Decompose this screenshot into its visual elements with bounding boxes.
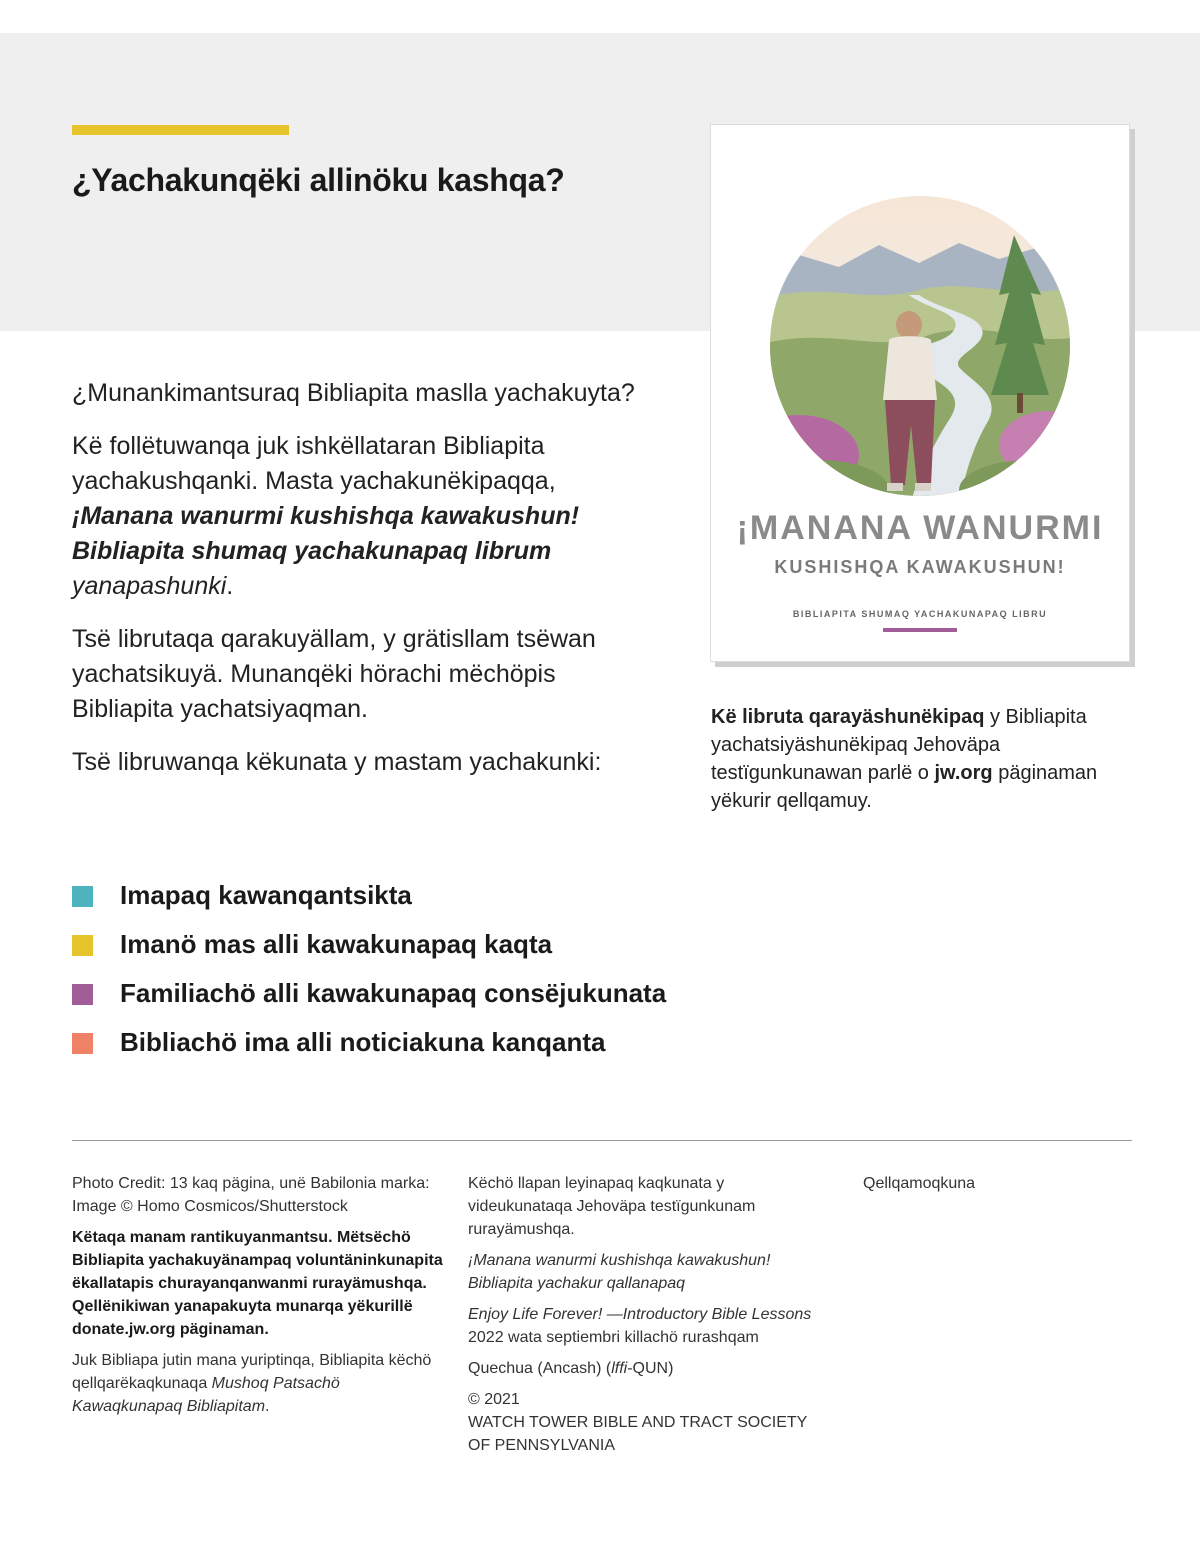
intro-book-paragraph: [72, 429, 652, 604]
footer-column-authors: [863, 1172, 1133, 1203]
bible-note-a: Juk Bibliapa jutin mana yuriptinqa, Bibliapita këchö qellqarëkaqkunaqa: [72, 1352, 432, 1392]
request-note-text: y Bibliapita yachatsiyäshunëkipaq Jehoväpa testïgunkunawan parlë o: [711, 706, 1087, 784]
footer-divider: [72, 1140, 1132, 1141]
intro-text-d: .: [226, 572, 234, 600]
intro-free-paragraph: Tsë librutaqa qarakuyällam, y grätisllam tsëwan yachatsikuyä. Munanqëki hörachi mëchöpis Bibliapita yachatsiyaqman.: [72, 625, 596, 723]
book-title: ¡Manana wanurmi kushishqa kawakushun! Bibliapita shumaq yachakunapaq librum: [72, 502, 580, 565]
photo-credit: Photo Credit: 13 kaq pägina, unë Babilonia marka: Image © Homo Cosmicos/Shutterstock: [72, 1175, 430, 1215]
topic-text: Familiachö alli kawakunapaq consëjukunata: [120, 978, 667, 1008]
bible-translation-note: [72, 1349, 444, 1418]
topics-list: [72, 878, 672, 1074]
intro-text: [72, 376, 652, 798]
intro-question: ¿Munankimantsuraq Bibliapita maslla yachakuyta?: [72, 379, 635, 407]
topic-text: Bibliachö ima alli noticiakuna kanqanta: [120, 1027, 606, 1057]
cover-title: ¡MANANA WANURMI: [736, 509, 1104, 547]
copyright-year: © 2021: [468, 1391, 520, 1408]
publication-title-block: [468, 1303, 828, 1349]
intro-list-lead: Tsë libruwanqa këkunata y mastam yachakunki:: [72, 748, 602, 776]
intro-text-a: Kë follëtuwanqa juk ishkëllataran Bibliapita yachakushqanki. Masta yachakunëkipaqqa,: [72, 432, 556, 495]
list-item: [72, 976, 672, 1010]
square-bullet-icon: [72, 984, 93, 1005]
publication-title-en: Enjoy Life Forever! —Introductory Bible Lessons: [468, 1306, 812, 1323]
publisher-note: Këchö llapan leyinapaq kaqkunata y videukunataqa Jehoväpa testïgunkunam rurayämushqa.: [468, 1175, 756, 1238]
donation-note: Këtaqa manam rantikuyanmantsu. Mëtsëchö Bibliapita yachakuyänampaq voluntäninkunapita ëkallatapis churayanqanwanmi rurayämushqa. Qellënikiwan yanapakuyta munarqa yëkurillë donate.jw.org päginaman.: [72, 1229, 443, 1338]
list-item: [72, 878, 672, 912]
copyright-block: [468, 1388, 828, 1457]
cover-subtitle: KUSHISHQA KAWAKUSHUN!: [774, 557, 1066, 577]
language-code: lffi: [611, 1360, 628, 1377]
jw-org-link[interactable]: jw.org: [934, 762, 993, 784]
square-bullet-icon: [72, 886, 93, 907]
language-name: Quechua (Ancash) (: [468, 1360, 612, 1377]
topic-text: Imanö mas alli kawakunapaq kaqta: [120, 929, 553, 959]
request-note-bold: Kë libruta qarayäshunëkipaq: [711, 706, 985, 728]
man-walking-path-illustration: [759, 185, 1081, 507]
cover-accent-line: [883, 628, 957, 632]
cover-caption: BIBLIAPITA SHUMAQ YACHAKUNAPAQ LIBRU: [792, 609, 1048, 619]
square-bullet-icon: [72, 935, 93, 956]
page-title: ¿Yachakunqëki allinöku kashqa?: [72, 162, 565, 198]
book-cover: [710, 124, 1130, 662]
topic-text: Imapaq kawanqantsikta: [120, 880, 412, 910]
language-code-suffix: -QUN): [627, 1360, 674, 1377]
authors-label: Qellqamoqkuna: [863, 1175, 976, 1192]
square-bullet-icon: [72, 1033, 93, 1054]
intro-text-c: yanapashunki: [72, 572, 227, 600]
language-line: [468, 1357, 828, 1380]
print-date: 2022 wata septiembri killachö rurashqam: [468, 1329, 759, 1346]
footer-column-credits: [72, 1172, 444, 1426]
publication-title-local: ¡Manana wanurmi kushishqa kawakushun! Bibliapita yachakur qallanapaq: [468, 1252, 771, 1292]
bible-note-c: .: [265, 1398, 270, 1415]
request-note-text-end: päginaman yëkurir qellqamuy.: [711, 762, 1098, 812]
list-item: [72, 927, 672, 961]
request-note: [711, 703, 1131, 815]
bible-translation-title: Mushoq Patsachö Kawaqkunapaq Bibliapitam: [72, 1375, 340, 1415]
header-accent-bar: [72, 125, 289, 135]
footer-column-publication: [468, 1172, 828, 1465]
publisher-name: WATCH TOWER BIBLE AND TRACT SOCIETY OF PENNSYLVANIA: [468, 1414, 808, 1454]
list-item: [72, 1025, 672, 1059]
